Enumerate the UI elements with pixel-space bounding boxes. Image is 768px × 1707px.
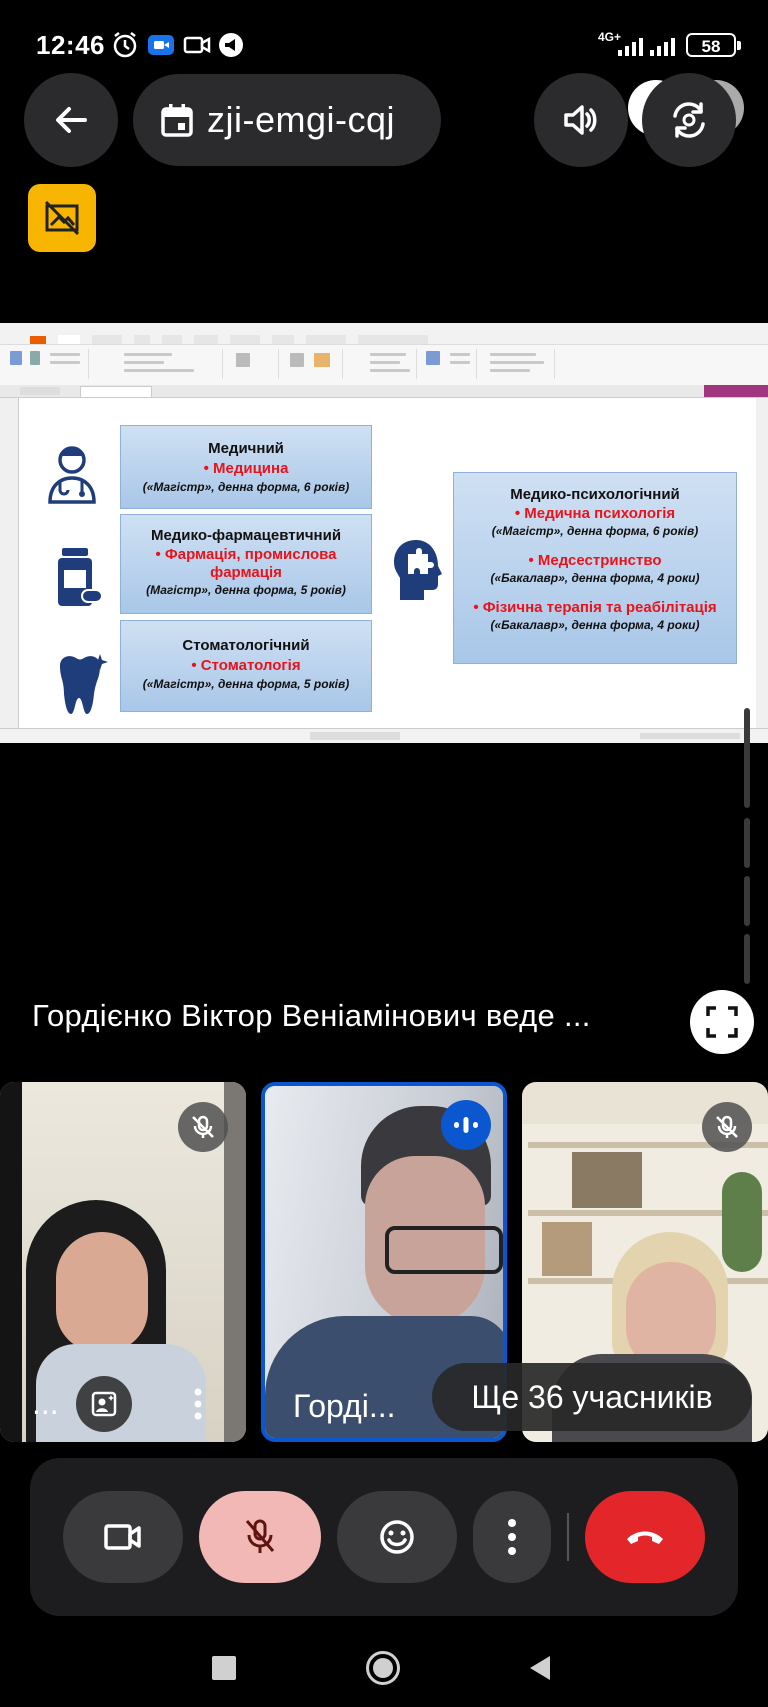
scroll-indicator (744, 708, 750, 808)
box-item: • Медсестринство (528, 552, 662, 569)
video-icon (182, 30, 212, 60)
effects-button[interactable] (76, 1376, 132, 1432)
window-titlebar (0, 323, 768, 335)
box-item: • Фізична терапія та реабілітація (473, 599, 717, 616)
navigation-bar (0, 1640, 768, 1707)
box-title: Медико-психологічний (510, 486, 680, 503)
meet-icon (146, 30, 176, 60)
audio-output-button[interactable] (534, 73, 628, 167)
reactions-button[interactable] (337, 1491, 457, 1583)
side-toolbar (0, 398, 19, 728)
medicine-bottle-icon (56, 546, 102, 608)
box-item: фармація (210, 564, 282, 581)
plant (722, 1172, 762, 1272)
box-note: («Магістр», денна форма, 6 років) (142, 480, 350, 494)
fullscreen-button[interactable] (690, 990, 754, 1054)
back-button[interactable] (24, 73, 118, 167)
document-tabs (0, 385, 768, 398)
box-item: • Стоматологія (191, 657, 301, 674)
signal-icon-2 (648, 36, 684, 56)
more-options-button[interactable] (473, 1491, 551, 1583)
more-participants-button[interactable]: Ще 36 учасників (432, 1363, 752, 1431)
doctor-icon (46, 442, 98, 504)
no-photo-icon (42, 198, 82, 238)
box-note: («Магістр», денна форма, 6 років) (491, 524, 699, 538)
program-box-medical (120, 425, 372, 509)
back-nav-button[interactable] (528, 1654, 552, 1682)
status-time: 12:46 (36, 30, 105, 60)
participant-name: Горді... (293, 1388, 396, 1424)
box-item: • Фармація, промислова (155, 546, 337, 563)
box-title: Медичний (208, 440, 284, 457)
box-note: («Бакалавр», денна форма, 4 роки) (490, 618, 700, 632)
ribbon-toolbar (0, 345, 768, 386)
participant-name: ... (32, 1385, 59, 1421)
video-camera-icon (103, 1520, 143, 1554)
pdf-status-bar (0, 728, 768, 743)
participant-tile-1[interactable] (0, 1082, 246, 1442)
program-box-pharmacy (120, 514, 372, 614)
participant-glasses (385, 1226, 503, 1274)
scroll-indicator (744, 876, 750, 926)
slide (20, 398, 756, 728)
home-icon (373, 1658, 393, 1678)
box-title: Медико-фармацевтичний (150, 527, 342, 544)
box-title: Стоматологічний (182, 637, 310, 654)
switch-camera-icon (667, 98, 711, 142)
scroll-indicator (744, 934, 750, 984)
alarm-icon (110, 30, 140, 60)
recents-button[interactable] (212, 1656, 236, 1680)
mic-off-indicator (178, 1102, 228, 1152)
mic-off-icon (242, 1517, 278, 1557)
meeting-code: zji-emgi-cqj (207, 99, 396, 140)
microphone-toggle-button[interactable] (199, 1491, 321, 1583)
tooth-icon (54, 652, 110, 718)
volume-icon (560, 99, 602, 141)
arrow-left-icon (51, 100, 91, 140)
program-box-dentistry (120, 620, 372, 712)
box-note: (Магістр», денна форма, 5 років) (146, 583, 346, 597)
battery-indicator: 58 (686, 33, 736, 57)
switch-camera-button[interactable] (642, 73, 736, 167)
emoji-icon (377, 1517, 417, 1557)
controls-divider (567, 1513, 569, 1561)
portrait-effects-icon (89, 1389, 119, 1419)
more-vertical-icon (188, 1384, 208, 1424)
tile-more-button[interactable] (188, 1384, 208, 1424)
shared-screen[interactable] (0, 323, 768, 743)
bookshelf-books (572, 1152, 642, 1208)
scroll-indicator (744, 818, 750, 868)
calendar-icon (159, 102, 195, 138)
presenter-label: Гордієнко Віктор Веніамінович веде ... (32, 998, 591, 1033)
participant-face (56, 1232, 148, 1352)
hang-up-icon (623, 1525, 667, 1549)
box-item: • Медицина (203, 460, 289, 477)
audio-level-icon (452, 1115, 480, 1135)
program-box-psychology (453, 472, 737, 664)
more-vertical-icon (506, 1517, 518, 1557)
mic-off-indicator (702, 1102, 752, 1152)
box-item: • Медична психологія (514, 505, 676, 522)
box-note: («Магістр», денна форма, 5 років) (142, 677, 350, 691)
convert-banner (704, 385, 768, 397)
camera-off-indicator[interactable] (28, 184, 96, 252)
ribbon-tabs (0, 335, 768, 345)
home-button[interactable] (366, 1651, 400, 1685)
camera-toggle-button[interactable] (63, 1491, 183, 1583)
megaphone-icon (216, 30, 246, 60)
document-scrollbar[interactable] (755, 398, 768, 728)
network-type: 4G+ (598, 30, 622, 44)
end-call-button[interactable] (585, 1491, 705, 1583)
speaking-indicator (441, 1100, 491, 1150)
mic-off-icon (713, 1113, 741, 1141)
box-note: («Бакалавр», денна форма, 4 роки) (490, 571, 700, 585)
mic-off-icon (189, 1113, 217, 1141)
fullscreen-icon (705, 1005, 739, 1039)
meeting-info-button[interactable] (133, 74, 441, 166)
head-puzzle-icon (390, 538, 444, 602)
